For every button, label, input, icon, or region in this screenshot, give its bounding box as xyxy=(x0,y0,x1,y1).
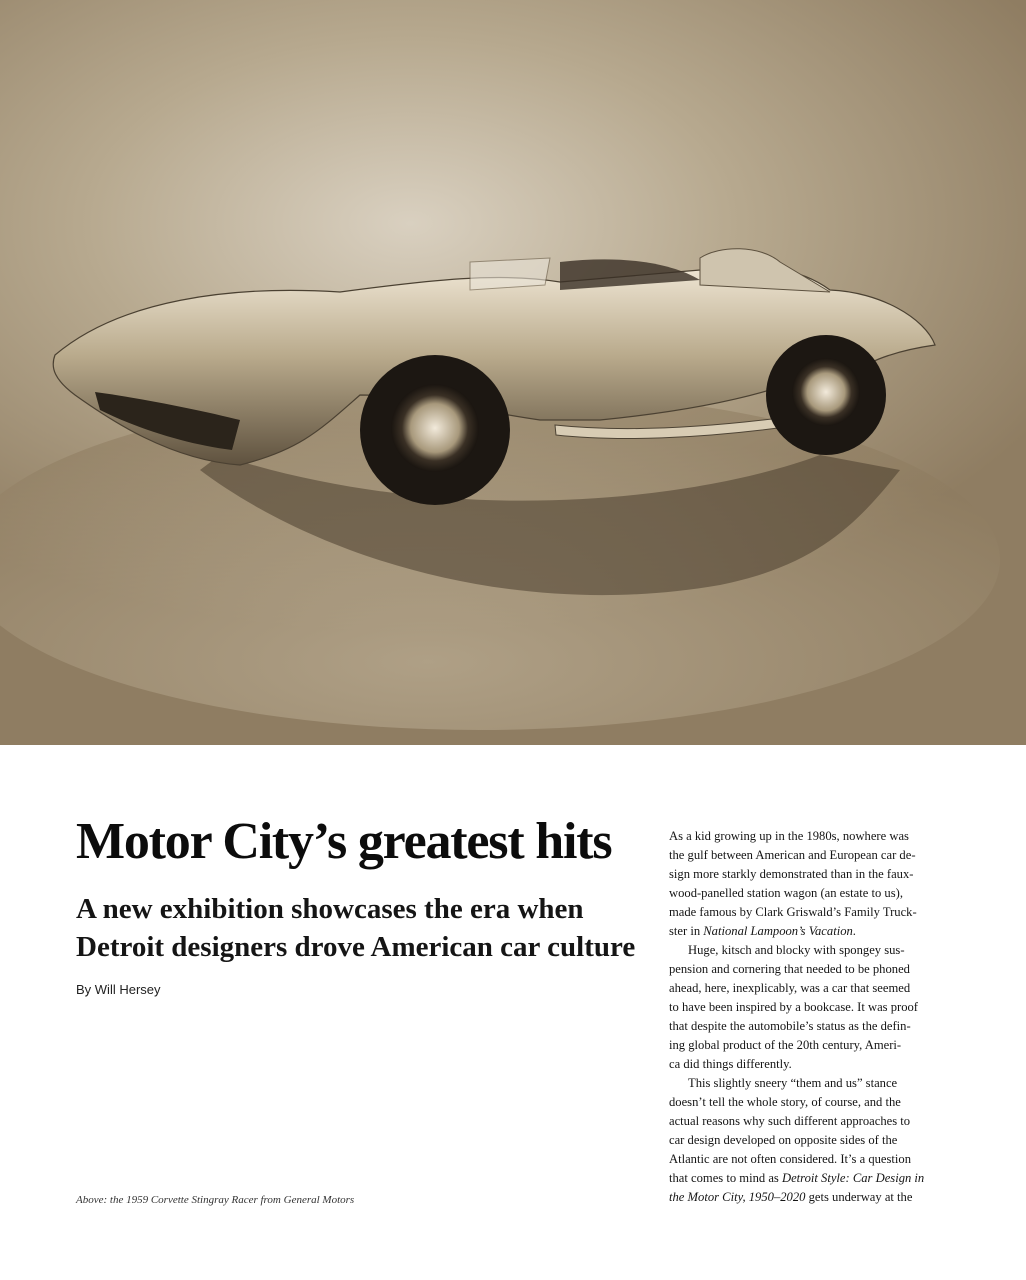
photo-caption: Above: the 1959 Corvette Stingray Racer from General Motors xyxy=(76,1194,355,1206)
body-line: doesn’t tell the whole story, of course, and the xyxy=(669,1095,901,1109)
body-line: ca did things differently. xyxy=(669,1057,792,1071)
body-line: actual reasons why such different approaches to xyxy=(669,1114,911,1128)
front-wheel xyxy=(391,384,479,472)
body-line: ahead, here, inexplicably, was a car that seemed xyxy=(669,981,911,995)
body-line: Atlantic are not often considered. It’s a question xyxy=(669,1152,912,1166)
windscreen xyxy=(470,258,550,290)
body-line: ster in National Lampoon’s Vacation. xyxy=(669,924,856,938)
body-text-column xyxy=(669,827,932,1207)
headline: Motor City’s greatest hits xyxy=(76,813,612,870)
body-line: that comes to mind as Detroit Style: Car Design in xyxy=(669,1171,925,1185)
subhead-line: Detroit designers drove American car culture xyxy=(76,931,636,963)
rear-wheel xyxy=(792,358,860,426)
body-line: pension and cornering that needed to be phoned xyxy=(669,962,910,976)
body-line: wood-panelled station wagon (an estate to us), xyxy=(669,886,903,900)
body-line: the Motor City, 1950–2020 gets underway at the xyxy=(669,1190,913,1204)
body-line-italic: the Motor City, 1950–2020 xyxy=(669,1190,806,1204)
body-line: This slightly sneery “them and us” stance xyxy=(688,1076,898,1090)
body-line: As a kid growing up in the 1980s, nowhere was xyxy=(669,829,909,843)
byline: By Will Hersey xyxy=(76,982,161,997)
body-line-italic: Detroit Style: Car Design in xyxy=(781,1171,925,1185)
subhead xyxy=(76,890,636,966)
headrest-fairing xyxy=(700,249,830,292)
subhead-line: A new exhibition showcases the era when xyxy=(76,893,584,925)
body-line: ing global product of the 20th century, Ameri- xyxy=(669,1038,902,1052)
body-line: to have been inspired by a bookcase. It was proof xyxy=(669,1000,918,1014)
body-line: the gulf between American and European car de- xyxy=(669,848,916,862)
body-line: Huge, kitsch and blocky with spongey sus- xyxy=(688,943,905,957)
body-line: that despite the automobile’s status as the defin- xyxy=(669,1019,911,1033)
body-line: car design developed on opposite sides of the xyxy=(669,1133,898,1147)
body-line-italic: National Lampoon’s Vacation xyxy=(703,924,853,938)
body-line: made famous by Clark Griswald’s Family Truck- xyxy=(669,905,917,919)
body-line: sign more starkly demonstrated than in the faux- xyxy=(669,867,914,881)
